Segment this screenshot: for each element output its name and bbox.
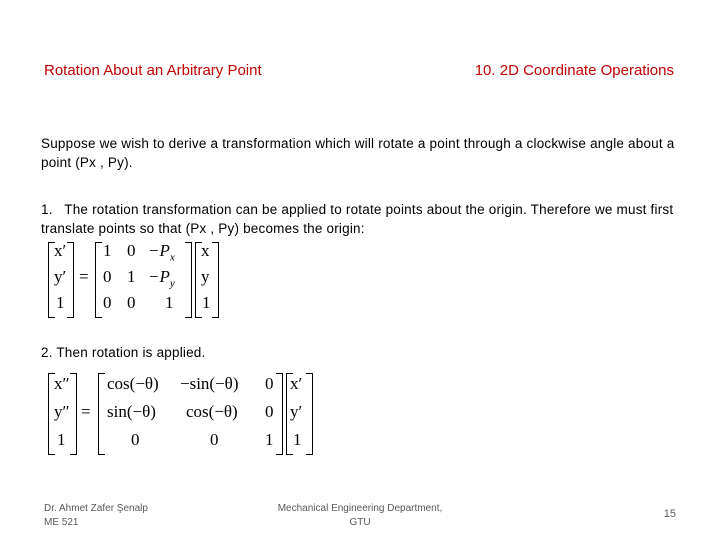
eq2-equals: = [81,402,91,421]
eq1-m-2-1: 0 [127,293,136,312]
eq1-lhs-2: 1 [56,293,65,312]
footer-author-block [44,502,148,530]
step-1-text: The rotation transformation can be applied to rotate points about the origin. Therefore we must first translate points so that (Px , Py) becomes the origin: [41,202,674,236]
eq2-m-0-2: 0 [265,374,274,393]
matrix2-bracket-right [276,373,283,455]
eq1-rhs-1: y [201,267,210,286]
eq1-rhs-2: 1 [202,293,211,312]
eq2-lhs-2: 1 [57,430,66,449]
eq1-m-2-0: 0 [103,293,112,312]
eq2-lhs-0: x″ [54,374,70,393]
eq1-rhs-0: x [201,241,210,260]
matrix2-bracket-left [98,373,105,455]
eq1-m-0-2: $-P_x$ [148,241,175,264]
footer-department: Mechanical Engineering Department, [277,503,443,514]
eq1-equals: = [79,267,89,286]
eq1-lhs-0: x′ [54,241,67,260]
eq2-rhs-1: y′ [290,402,303,421]
eq2-rhs-0: x′ [290,374,303,393]
footer-course: ME 521 [44,517,79,528]
slide-title: Rotation About an Arbitrary Point [44,62,262,79]
eq2-m-2-1: 0 [210,430,219,449]
eq2-m-0-0: cos(−θ) [107,374,159,393]
footer-author: Dr. Ahmet Zafer Şenalp [44,503,148,514]
section-title: 10. 2D Coordinate Operations [474,62,674,79]
step-1-number: 1. [41,202,53,217]
eq1-m-1-1: 1 [127,267,136,286]
footer-university: GTU [349,517,371,528]
eq1-m-0-0: 1 [103,241,112,260]
rhs2-bracket-right [306,373,313,455]
eq2-m-1-2: 0 [265,402,274,421]
footer-department-block [250,502,470,530]
page-number: 15 [663,508,676,520]
eq2-m-1-1: cos(−θ) [186,402,238,421]
eq1-m-1-0: 0 [103,267,112,286]
eq1-m-1-2: $-P_y$ [148,267,175,290]
eq1-m-2-2: 1 [165,293,174,312]
intro-paragraph: Suppose we wish to derive a transformation which will rotate a point through a clockwise angle about a point (Px , Py). [41,136,675,170]
eq2-m-1-0: sin(−θ) [107,402,156,421]
eq1-lhs-1: y′ [54,267,67,286]
lhs2-bracket-right [70,373,77,455]
step-2-paragraph: 2. Then rotation is applied. [41,345,206,360]
eq1-m-0-1: 0 [127,241,136,260]
eq2-rhs-2: 1 [293,430,302,449]
eq2-m-2-2: 1 [265,430,274,449]
eq2-m-2-0: 0 [131,430,140,449]
eq2-lhs-1: y″ [54,402,70,421]
eq2-m-0-1: −sin(−θ) [180,374,239,393]
